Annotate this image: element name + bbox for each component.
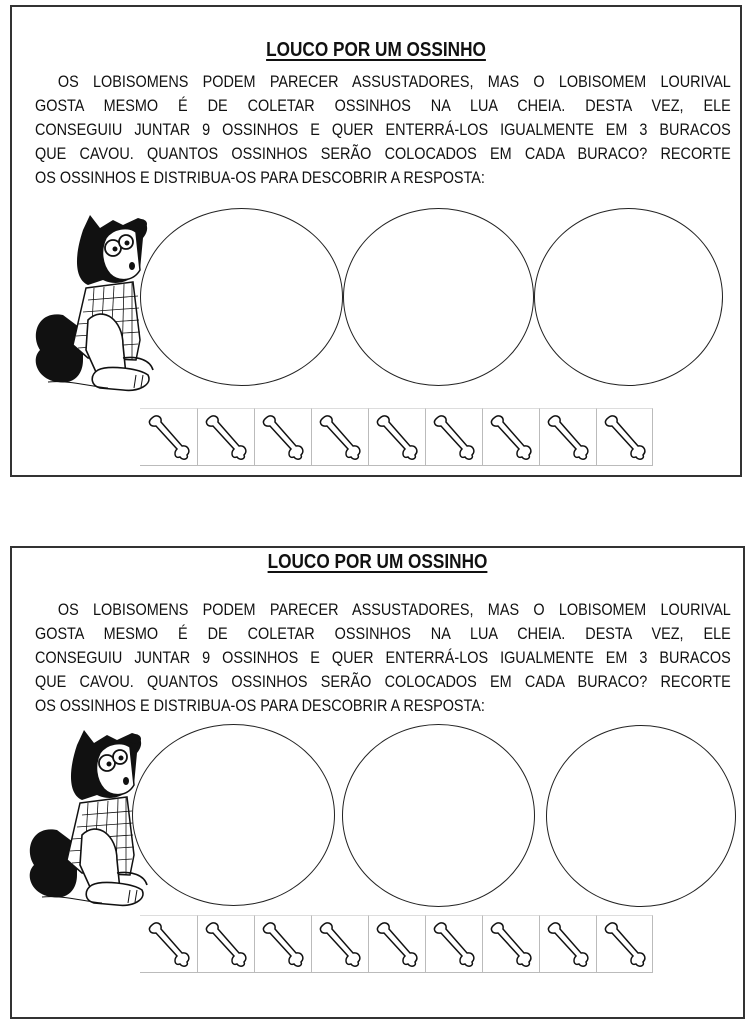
bone-icon xyxy=(315,412,365,462)
paragraph-line: OS OSSINHOS E DISTRIBUA-OS PARA DESCOBRIR A RESPOSTA: xyxy=(35,697,485,715)
bone-cutouts-row xyxy=(140,915,653,973)
instructions-paragraph xyxy=(35,598,731,718)
paragraph-line: OS LOBISOMENS PODEM PARECER ASSUSTADORES, MAS O LOBISOMEM LOURIVAL xyxy=(57,73,731,91)
paragraph-line: CONSEGUIU JUNTAR 9 OSSINHOS E QUER ENTERRÁ-LOS IGUALMENTE EM 3 BURACOS xyxy=(35,649,731,667)
bone-icon xyxy=(543,412,593,462)
bone-cutout[interactable] xyxy=(140,915,197,972)
bone-cutout[interactable] xyxy=(368,915,425,972)
bone-icon xyxy=(258,412,308,462)
bone-cutout[interactable] xyxy=(311,915,368,972)
bone-icon xyxy=(201,412,251,462)
bone-icon xyxy=(543,919,593,969)
bone-cutout[interactable] xyxy=(425,408,482,465)
bone-icon xyxy=(429,412,479,462)
bone-icon xyxy=(372,412,422,462)
bone-icon xyxy=(486,919,536,969)
bone-cutout[interactable] xyxy=(539,915,596,972)
paragraph-line: QUE CAVOU. QUANTOS OSSINHOS SERÃO COLOCADOS EM CADA BURACO? RECORTE xyxy=(35,145,731,163)
bone-icon xyxy=(486,412,536,462)
bone-cutout[interactable] xyxy=(368,408,425,465)
hole-circle-3 xyxy=(546,725,736,907)
hole-circle-1 xyxy=(140,208,343,386)
bone-cutout[interactable] xyxy=(254,408,311,465)
bone-cutout[interactable] xyxy=(311,408,368,465)
hole-circle-3 xyxy=(534,208,723,386)
bone-icon xyxy=(315,919,365,969)
hole-circle-1 xyxy=(132,724,335,906)
bone-icon xyxy=(600,919,650,969)
paragraph-line: OS LOBISOMENS PODEM PARECER ASSUSTADORES, MAS O LOBISOMEM LOURIVAL xyxy=(57,601,731,619)
bone-cutouts-row xyxy=(140,408,653,466)
hole-circle-2 xyxy=(343,208,534,386)
bone-icon xyxy=(372,919,422,969)
bone-cutout[interactable] xyxy=(425,915,482,972)
bone-cutout[interactable] xyxy=(596,915,653,972)
bone-cutout[interactable] xyxy=(140,408,197,465)
hole-circle-2 xyxy=(342,724,535,907)
bone-icon xyxy=(144,919,194,969)
bone-cutout[interactable] xyxy=(482,408,539,465)
worksheet-title: LOUCO POR UM OSSINHO xyxy=(267,551,488,573)
paragraph-line: QUE CAVOU. QUANTOS OSSINHOS SERÃO COLOCADOS EM CADA BURACO? RECORTE xyxy=(35,673,731,691)
paragraph-line: GOSTA MESMO É DE COLETAR OSSINHOS NA LUA CHEIA. DESTA VEZ, ELE xyxy=(35,97,731,115)
paragraph-line: OS OSSINHOS E DISTRIBUA-OS PARA DESCOBRIR A RESPOSTA: xyxy=(35,169,485,187)
paragraph-line: CONSEGUIU JUNTAR 9 OSSINHOS E QUER ENTERRÁ-LOS IGUALMENTE EM 3 BURACOS xyxy=(35,121,731,139)
bone-icon xyxy=(600,412,650,462)
worksheet-title: LOUCO POR UM OSSINHO xyxy=(266,39,486,61)
paragraph-line: GOSTA MESMO É DE COLETAR OSSINHOS NA LUA CHEIA. DESTA VEZ, ELE xyxy=(35,625,731,643)
bone-cutout[interactable] xyxy=(197,408,254,465)
instructions-paragraph xyxy=(35,70,731,190)
bone-cutout[interactable] xyxy=(254,915,311,972)
bone-cutout[interactable] xyxy=(539,408,596,465)
bone-icon xyxy=(258,919,308,969)
bone-icon xyxy=(144,412,194,462)
bone-icon xyxy=(429,919,479,969)
bone-cutout[interactable] xyxy=(596,408,653,465)
worksheet-card-2 xyxy=(10,546,745,1019)
bone-icon xyxy=(201,919,251,969)
bone-cutout[interactable] xyxy=(482,915,539,972)
worksheet-card-1 xyxy=(10,5,742,477)
bone-cutout[interactable] xyxy=(197,915,254,972)
